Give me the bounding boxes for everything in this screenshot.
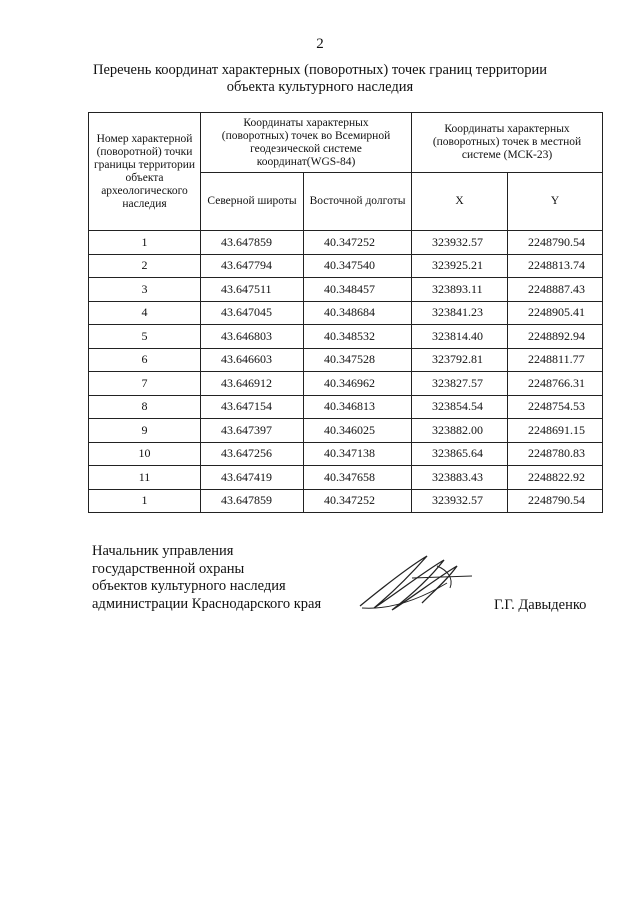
cell-longitude: 40.346025 [304,419,412,443]
signatory-position [92,543,321,613]
table-row [89,348,603,372]
table-row [89,325,603,349]
cell-x: 323854.54 [412,395,508,419]
cell-longitude: 40.347138 [304,442,412,466]
cell-y: 2248822.92 [508,466,603,490]
cell-point-number: 1 [89,489,201,513]
cell-y: 2248811.77 [508,348,603,372]
cell-x: 323841.23 [412,301,508,325]
cell-latitude: 43.646803 [201,325,304,349]
table-row [89,278,603,302]
header-local-group: Координаты характерных (поворотных) точек в местной системе (МСК-23) [412,113,603,173]
header-longitude: Восточной долготы [304,173,412,231]
cell-latitude: 43.647154 [201,395,304,419]
cell-longitude: 40.347540 [304,254,412,278]
cell-latitude: 43.647859 [201,489,304,513]
signatory-line-1: Начальник управления [92,543,234,559]
cell-latitude: 43.647511 [201,278,304,302]
cell-y: 2248887.43 [508,278,603,302]
cell-latitude: 43.647256 [201,442,304,466]
table-body [89,231,603,513]
header-y: Y [508,173,603,231]
cell-latitude: 43.647794 [201,254,304,278]
cell-latitude: 43.647419 [201,466,304,490]
cell-x: 323827.57 [412,372,508,396]
table-row [89,489,603,513]
cell-latitude: 43.647397 [201,419,304,443]
cell-point-number: 6 [89,348,201,372]
cell-x: 323893.11 [412,278,508,302]
cell-longitude: 40.348684 [304,301,412,325]
cell-x: 323932.57 [412,231,508,255]
cell-x: 323814.40 [412,325,508,349]
cell-y: 2248813.74 [508,254,603,278]
cell-longitude: 40.346813 [304,395,412,419]
cell-y: 2248780.83 [508,442,603,466]
table-row [89,395,603,419]
cell-longitude: 40.347252 [304,489,412,513]
cell-x: 323932.57 [412,489,508,513]
title-line-2: объекта культурного наследия [226,79,414,95]
table-row [89,442,603,466]
cell-y: 2248905.41 [508,301,603,325]
cell-longitude: 40.347252 [304,231,412,255]
cell-y: 2248790.54 [508,489,603,513]
table-row [89,372,603,396]
header-point-number: Номер характерной (поворотной) точки границы территории объекта археологического наследия [89,113,201,231]
cell-longitude: 40.347658 [304,466,412,490]
cell-point-number: 8 [89,395,201,419]
cell-x: 323792.81 [412,348,508,372]
document-title [60,62,580,96]
cell-point-number: 1 [89,231,201,255]
signatory-name: Г.Г. Давыденко [494,597,587,613]
cell-point-number: 2 [89,254,201,278]
table-row [89,301,603,325]
table-row [89,419,603,443]
table-row [89,466,603,490]
cell-point-number: 11 [89,466,201,490]
signatory-line-4: администрации Краснодарского края [92,595,322,612]
header-x: X [412,173,508,231]
cell-x: 323882.00 [412,419,508,443]
signature-icon [352,548,492,618]
header-wgs-group: Координаты характерных (поворотных) точек во Всемирной геодезической системе координат(WGS-84) [201,113,412,173]
cell-x: 323883.43 [412,466,508,490]
cell-point-number: 4 [89,301,201,325]
cell-y: 2248754.53 [508,395,603,419]
cell-point-number: 10 [89,442,201,466]
cell-point-number: 3 [89,278,201,302]
cell-latitude: 43.646912 [201,372,304,396]
signatory-line-2: государственной охраны [92,560,245,577]
table-row [89,231,603,255]
cell-point-number: 9 [89,419,201,443]
cell-latitude: 43.647045 [201,301,304,325]
cell-longitude: 40.348532 [304,325,412,349]
signatory-line-3: объектов культурного наследия [92,578,286,594]
cell-point-number: 7 [89,372,201,396]
table-row [89,254,603,278]
header-latitude: Северной широты [201,173,304,231]
title-line-1: Перечень координат характерных (поворотных) точек границ территории [92,62,548,78]
cell-y: 2248691.15 [508,419,603,443]
page-number: 2 [316,36,324,52]
cell-longitude: 40.347528 [304,348,412,372]
cell-longitude: 40.346962 [304,372,412,396]
cell-y: 2248766.31 [508,372,603,396]
cell-latitude: 43.646603 [201,348,304,372]
cell-latitude: 43.647859 [201,231,304,255]
cell-point-number: 5 [89,325,201,349]
cell-x: 323865.64 [412,442,508,466]
cell-longitude: 40.348457 [304,278,412,302]
cell-x: 323925.21 [412,254,508,278]
cell-y: 2248790.54 [508,231,603,255]
cell-y: 2248892.94 [508,325,603,349]
coordinates-table [88,112,603,513]
